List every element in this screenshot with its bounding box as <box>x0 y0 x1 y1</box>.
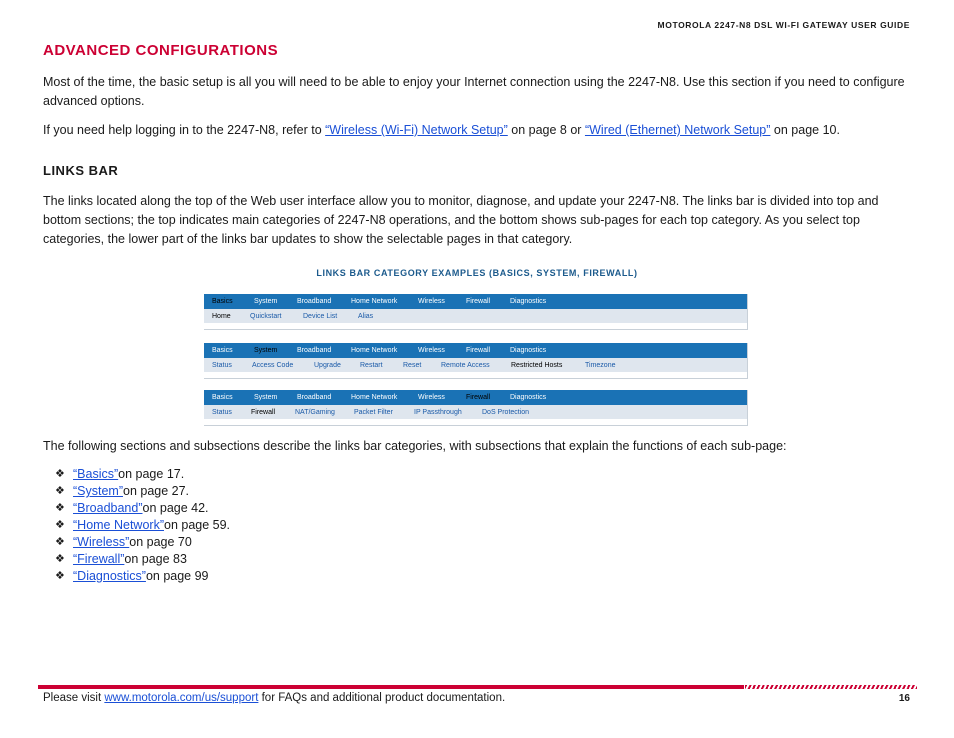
sub-link-ip-passthrough[interactable]: IP Passthrough <box>414 408 462 416</box>
footer-suffix: for FAQs and additional product documentation. <box>258 692 506 704</box>
diagnostics-link[interactable]: “Diagnostics” <box>73 569 146 583</box>
diamond-bullet-icon: ❖ <box>55 553 65 565</box>
help-prefix: If you need help logging in to the 2247-N8, refer to <box>43 123 326 137</box>
diamond-bullet-icon: ❖ <box>55 519 65 531</box>
home-network-link[interactable]: “Home Network” <box>73 518 164 532</box>
top-link-home-network[interactable]: Home Network <box>351 298 398 305</box>
sub-link-alias[interactable]: Alias <box>358 312 374 320</box>
system-link[interactable]: “System” <box>73 484 123 498</box>
links-bar-paragraph: The links located along the top of the Web user interface allow you to monitor, diagnose, and update your 2247-N8. The links bar is divided into top and bottom sections; the top indicates main categories of 2247-N8 operations, and the bottom shows sub-pages for each top category. As you select top categories, the lower part of the links bar updates to show the selectable pages in that category. <box>43 194 879 246</box>
top-link-system[interactable]: System <box>254 298 278 305</box>
wired-setup-link[interactable]: “Wired (Ethernet) Network Setup” <box>584 123 771 137</box>
sub-link-restricted-hosts[interactable]: Restricted Hosts <box>511 361 563 369</box>
links-bar-example-basics <box>204 294 748 330</box>
top-link-firewall[interactable]: Firewall <box>466 394 491 401</box>
sub-link-timezone[interactable]: Timezone <box>585 361 616 369</box>
links-bar-example-system <box>204 343 748 379</box>
diamond-bullet-icon: ❖ <box>55 468 65 480</box>
top-link-wireless[interactable]: Wireless <box>418 394 445 401</box>
top-link-basics[interactable]: Basics <box>212 394 233 401</box>
top-link-wireless[interactable]: Wireless <box>418 298 445 305</box>
page-ref: on page 70 <box>129 535 192 549</box>
top-link-system[interactable]: System <box>254 347 278 354</box>
top-link-wireless[interactable]: Wireless <box>418 347 445 354</box>
diamond-bullet-icon: ❖ <box>55 536 65 548</box>
page-ref: on page 83 <box>124 552 187 566</box>
footer-rule <box>38 685 744 689</box>
list-item <box>55 483 230 500</box>
sub-link-firewall[interactable]: Firewall <box>251 408 276 416</box>
list-item <box>55 517 230 534</box>
sub-link-quickstart[interactable]: Quickstart <box>250 312 282 320</box>
help-suffix: on page 10. <box>770 123 840 137</box>
sub-link-remote-access[interactable]: Remote Access <box>441 361 490 369</box>
top-link-home-network[interactable]: Home Network <box>351 347 398 354</box>
sub-link-reset[interactable]: Reset <box>403 361 422 369</box>
links-bar-top-row <box>204 390 747 405</box>
top-link-home-network[interactable]: Home Network <box>351 394 398 401</box>
wireless-setup-link[interactable]: “Wireless (Wi-Fi) Network Setup” <box>325 123 508 137</box>
top-link-broadband[interactable]: Broadband <box>297 298 332 305</box>
sub-link-upgrade[interactable]: Upgrade <box>314 361 341 369</box>
sub-link-dos-protection[interactable]: DoS Protection <box>482 408 530 416</box>
top-link-broadband[interactable]: Broadband <box>297 394 332 401</box>
firewall-link[interactable]: “Firewall” <box>73 552 125 566</box>
intro-paragraph: Most of the time, the basic setup is all you will need to be able to enjoy your Internet connection using the 2247-N8. Use this section if you need to configure advanced options. <box>43 75 905 108</box>
figure-caption: LINKS BAR CATEGORY EXAMPLES (BASICS, SYSTEM, FIREWALL) <box>316 268 638 278</box>
list-item <box>55 551 230 568</box>
top-link-broadband[interactable]: Broadband <box>297 347 332 354</box>
sub-link-access-code[interactable]: Access Code <box>252 361 294 369</box>
page-ref: on page 42. <box>142 501 209 515</box>
footer-text <box>43 692 505 704</box>
page-ref: on page 17. <box>118 467 185 481</box>
wireless-link[interactable]: “Wireless” <box>73 535 130 549</box>
page-number: 16 <box>898 693 910 704</box>
help-mid: on page 8 or <box>507 123 585 137</box>
page-ref: on page 59. <box>164 518 231 532</box>
links-bar-heading: LINKS BAR <box>43 163 119 178</box>
links-bar-bottom-row <box>204 309 747 323</box>
diamond-bullet-icon: ❖ <box>55 485 65 497</box>
list-item <box>55 534 230 551</box>
footer-hatch-decoration <box>745 685 917 689</box>
page-ref: on page 27. <box>123 484 190 498</box>
sub-link-device-list[interactable]: Device List <box>303 312 338 320</box>
sub-link-status[interactable]: Status <box>212 408 232 416</box>
page-ref: on page 99 <box>145 569 209 583</box>
topic-list <box>55 466 230 585</box>
links-bar-top-row <box>204 343 747 358</box>
top-link-firewall[interactable]: Firewall <box>466 298 491 305</box>
help-paragraph <box>43 121 913 140</box>
top-link-diagnostics[interactable]: Diagnostics <box>510 298 547 305</box>
links-bar-bottom-row <box>204 405 747 419</box>
sub-link-restart[interactable]: Restart <box>360 361 383 369</box>
top-link-firewall[interactable]: Firewall <box>466 347 491 354</box>
list-item <box>55 466 230 483</box>
top-link-basics[interactable]: Basics <box>212 347 233 354</box>
links-bar-top-row <box>204 294 747 309</box>
support-link[interactable]: www.motorola.com/us/support <box>104 692 259 704</box>
sub-link-nat-gaming[interactable]: NAT/Gaming <box>295 408 335 416</box>
footer-prefix: Please visit <box>43 692 105 704</box>
sub-link-packet-filter[interactable]: Packet Filter <box>354 408 393 416</box>
sub-link-status[interactable]: Status <box>212 361 232 369</box>
links-bar-bottom-row <box>204 358 747 372</box>
diamond-bullet-icon: ❖ <box>55 502 65 514</box>
list-item <box>55 568 230 585</box>
guide-header: MOTOROLA 2247-N8 DSL WI-FI GATEWAY USER GUIDE <box>657 20 910 30</box>
broadband-link[interactable]: “Broadband” <box>73 501 143 515</box>
top-link-diagnostics[interactable]: Diagnostics <box>510 347 547 354</box>
following-paragraph: The following sections and subsections describe the links bar categories, with subsections that explain the functions of each sub-page: <box>43 439 787 453</box>
top-link-system[interactable]: System <box>254 394 278 401</box>
basics-link[interactable]: “Basics” <box>73 467 119 481</box>
top-link-basics[interactable]: Basics <box>212 298 233 305</box>
links-bar-example-firewall <box>204 390 748 426</box>
sub-link-home[interactable]: Home <box>212 312 231 320</box>
top-link-diagnostics[interactable]: Diagnostics <box>510 394 547 401</box>
diamond-bullet-icon: ❖ <box>55 570 65 582</box>
section-title: ADVANCED CONFIGURATIONS <box>43 42 279 59</box>
list-item <box>55 500 230 517</box>
